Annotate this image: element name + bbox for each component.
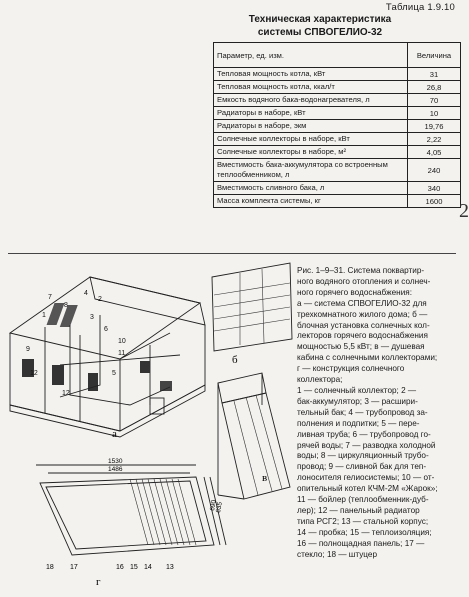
caption-line: коллектора;	[297, 375, 343, 385]
spec-param: Радиаторы в наборе, экм	[214, 120, 408, 133]
dim-height-2: 635	[215, 501, 224, 514]
spec-param: Масса комплекта системы, кг	[214, 195, 408, 208]
house-label: 4	[84, 290, 88, 297]
spec-param: Емкость водяного бака-водонагревателя, л	[214, 94, 408, 107]
house-label: 3	[90, 314, 94, 321]
caption-line: лоносителя гелиосистемы; 10 — от-	[297, 473, 435, 483]
label-b: б	[232, 354, 238, 366]
spec-param: Тепловая мощность котла, ккал/т	[214, 81, 408, 94]
label-a: а	[112, 428, 117, 440]
house-cutaway-drawing	[10, 277, 205, 437]
spec-value: 240	[408, 159, 461, 182]
dim-outer: 1530	[108, 458, 123, 465]
figure-caption	[297, 266, 465, 560]
table-title-line2: системы СПВОГЕЛИО-32	[257, 27, 383, 38]
spec-value: 2,22	[408, 133, 461, 146]
caption-line: Рис. 1–9–31. Система поквартир-	[297, 266, 425, 275]
caption-line: 16 — полнощадная панель; 17 —	[297, 538, 425, 548]
col-value-header: Величина	[408, 43, 461, 68]
spec-param: Вместимость сливного бака, л	[214, 182, 408, 195]
caption-line: бак-аккумулятор; 3 — расшири-	[297, 396, 418, 406]
house-label: 6	[104, 326, 108, 333]
caption-line: лекторов горячего водоснабжения	[297, 331, 428, 341]
spec-param: Радиаторы в наборе, кВт	[214, 107, 408, 120]
house-label: 1	[42, 312, 46, 319]
caption-line: лер); 12 — панельный радиатор	[297, 505, 420, 515]
spec-value: 70	[408, 94, 461, 107]
caption-line: ного водяного отопления и солнеч-	[297, 276, 431, 286]
caption-line: типа РСГ2; 13 — стальной корпус;	[297, 516, 429, 526]
caption-line: стекло; 18 — штуцер	[297, 549, 378, 559]
caption-line: 11 — бойлер (теплообменник-дуб-	[297, 495, 429, 505]
caption-line: г — конструкция солнечного	[297, 364, 405, 374]
spec-row	[214, 195, 461, 208]
collector-part-label: 18	[46, 564, 54, 571]
caption-line: воды; 8 — циркуляционный трубо-	[297, 451, 429, 461]
house-label: 2	[98, 296, 102, 303]
spec-body	[214, 68, 461, 208]
collector-part-label: 16	[116, 564, 124, 571]
spec-row	[214, 146, 461, 159]
house-label: 12	[30, 370, 38, 377]
label-v: в	[262, 472, 268, 484]
collector-block-drawing	[212, 263, 292, 351]
spec-table	[213, 42, 461, 208]
margin-mark: 2	[459, 200, 469, 222]
caption-line: тельный бак; 4 — трубопровод за-	[297, 407, 428, 417]
spec-param: Вместимость бака-аккумулятора со встроенным теплообменником, л	[214, 159, 408, 182]
caption-line: полнения и подпитки; 5 — пере-	[297, 418, 420, 428]
collector-part-label: 15	[130, 564, 138, 571]
dim-inner: 1486	[108, 466, 123, 473]
spec-value: 31	[408, 68, 461, 81]
collector-part-label: 14	[144, 564, 152, 571]
caption-line: а — система СПВОГЕЛИО-32 для	[297, 298, 427, 308]
house-label: 12	[62, 390, 70, 397]
table-title-line1: Техническая характеристика	[248, 14, 392, 25]
col-param-header: Параметр, ед. изм.	[214, 43, 408, 68]
shower-cabin-drawing	[218, 373, 290, 499]
table-number: Таблица 1.9.10	[385, 2, 455, 13]
caption-line: рячей воды; 7 — разводка холодной	[297, 440, 436, 450]
spec-value: 4,05	[408, 146, 461, 159]
spec-value: 10	[408, 107, 461, 120]
caption-line: 14 — пробка; 15 — теплоизоляция;	[297, 527, 432, 537]
spec-row	[214, 120, 461, 133]
caption-line: опительный котел КЧМ-2М «Жарок»;	[297, 484, 438, 494]
figure-drawings	[0, 255, 296, 597]
caption-line: мощностью 5,5 кВт; в — душевая	[297, 342, 425, 352]
label-g: г	[96, 576, 101, 588]
house-label: 5	[112, 370, 116, 377]
house-label: 9	[26, 346, 30, 353]
caption-line: трехкомнатного жилого дома; б —	[297, 309, 428, 319]
spec-row	[214, 159, 461, 182]
spec-row	[214, 68, 461, 81]
spec-row	[214, 94, 461, 107]
spec-row	[214, 81, 461, 94]
house-label: 10	[118, 338, 126, 345]
collector-part-label: 13	[166, 564, 174, 571]
spec-row	[214, 133, 461, 146]
caption-line: ливная труба; 6 — трубопровод го-	[297, 429, 431, 439]
caption-line: блочная установка солнечных кол-	[297, 320, 430, 330]
spec-param: Солнечные коллекторы в наборе, кВт	[214, 133, 408, 146]
house-label: 8	[64, 302, 68, 309]
spec-value: 26,8	[408, 81, 461, 94]
caption-line: 1 — солнечный коллектор; 2 —	[297, 385, 417, 395]
spec-param: Тепловая мощность котла, кВт	[214, 68, 408, 81]
spec-row	[214, 107, 461, 120]
spec-param: Солнечные коллекторы в наборе, м²	[214, 146, 408, 159]
house-label: 11	[118, 350, 126, 357]
spec-row	[214, 182, 461, 195]
spec-value: 340	[408, 182, 461, 195]
spec-value: 19,76	[408, 120, 461, 133]
caption-line: ного горячего водоснабжения:	[297, 287, 412, 297]
collector-construction-drawing	[36, 465, 226, 555]
caption-line: провод; 9 — сливной бак для теп-	[297, 462, 427, 472]
dim-height-1: 690	[209, 499, 218, 512]
section-divider	[8, 253, 456, 254]
spec-value: 1600	[408, 195, 461, 208]
spec-header-row	[214, 43, 461, 68]
caption-line: кабина с солнечными коллекторами;	[297, 353, 438, 363]
house-label: 7	[48, 294, 52, 301]
collector-part-label: 17	[70, 564, 78, 571]
